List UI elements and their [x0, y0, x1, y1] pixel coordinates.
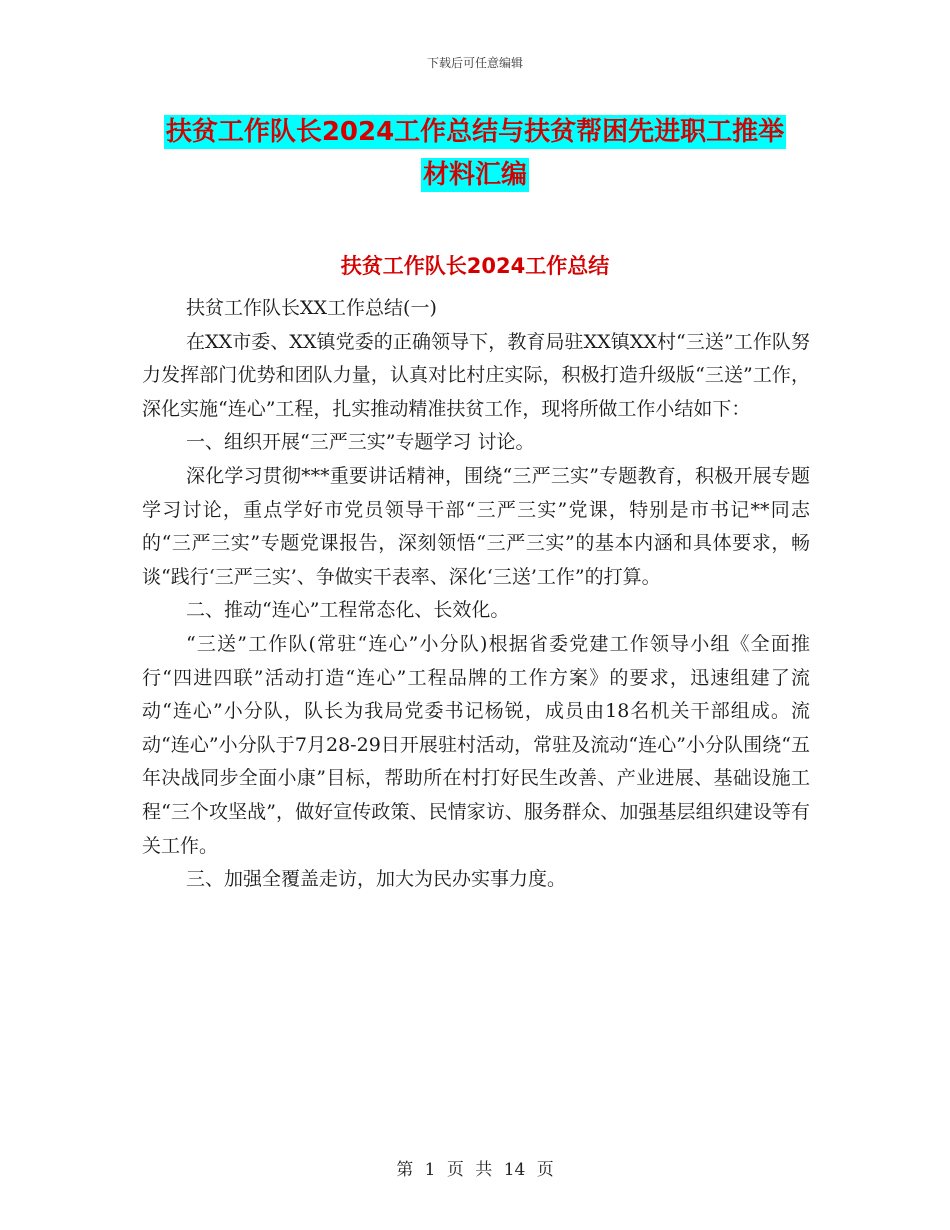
paragraph-heading-1: 一、组织开展“三严三实”专题学习 讨论。 [186, 431, 535, 454]
section-title: 扶贫工作队长2024工作总结 [340, 254, 610, 278]
paragraph-subtitle: 扶贫工作队长XX工作总结(一) [186, 297, 437, 319]
paragraph-body-1: 深化学习贯彻***重要讲话精神，围绕“三严三实”专题教育，积极开展专题学习讨论，重点学好市党员领导干部“三严三实”党课，特别是市书记**同志的“三严三实”专题党课报告，深刻领悟“三严三实”的基本内涵和具体要求，畅谈“践行‘三严三实’、争做实干表率、深化‘三送’工作”的打算。 [142, 464, 810, 588]
header-note: 下载后可任意编辑 [426, 56, 523, 70]
paragraph-heading-3: 三、加强全覆盖走访，加大为民办实事力度。 [186, 868, 567, 891]
paragraph-body-2: “三送”工作队(常驻“连心”小分队)根据省委党建工作领导小组《全面推行“四进四联”活动打造“连心”工程品牌的工作方案》的要求，迅速组建了流动“连心”小分队，队长为我局党委书记杨锐，成员由18名机关干部组成。流动“连心”小分队于7月28-29日开展驻村活动，常驻及流动“连心”小分队围绕“五年决战同步全面小康”目标，帮助所在村打好民生改善、产业进展、基础设施工程“三个攻坚战”，做好宣传政策、民情家访、服务群众、加强基层组织建设等有关工作。 [142, 632, 810, 857]
page-number: 第 1 页 共 14 页 [396, 1160, 554, 1180]
paragraph-heading-2: 二、推动“连心”工程常态化、长效化。 [186, 599, 510, 622]
title-line-2-text: 材料汇编 [422, 160, 527, 190]
document-body [142, 292, 810, 897]
title-line-1-text: 扶贫工作队长2024工作总结与扶贫帮困先进职工推举 [165, 117, 785, 147]
document-title-line-2 [0, 160, 950, 190]
document-title-line-1 [0, 117, 950, 147]
paragraph-intro: 在XX市委、XX镇党委的正确领导下，教育局驻XX镇XX村“三送”工作队努力发挥部门优势和团队力量，认真对比村庄实际，积极打造升级版“三送”工作，深化实施“连心”工程，扎实推动精准扶贫工作，现将所做工作小结如下： [142, 330, 810, 420]
